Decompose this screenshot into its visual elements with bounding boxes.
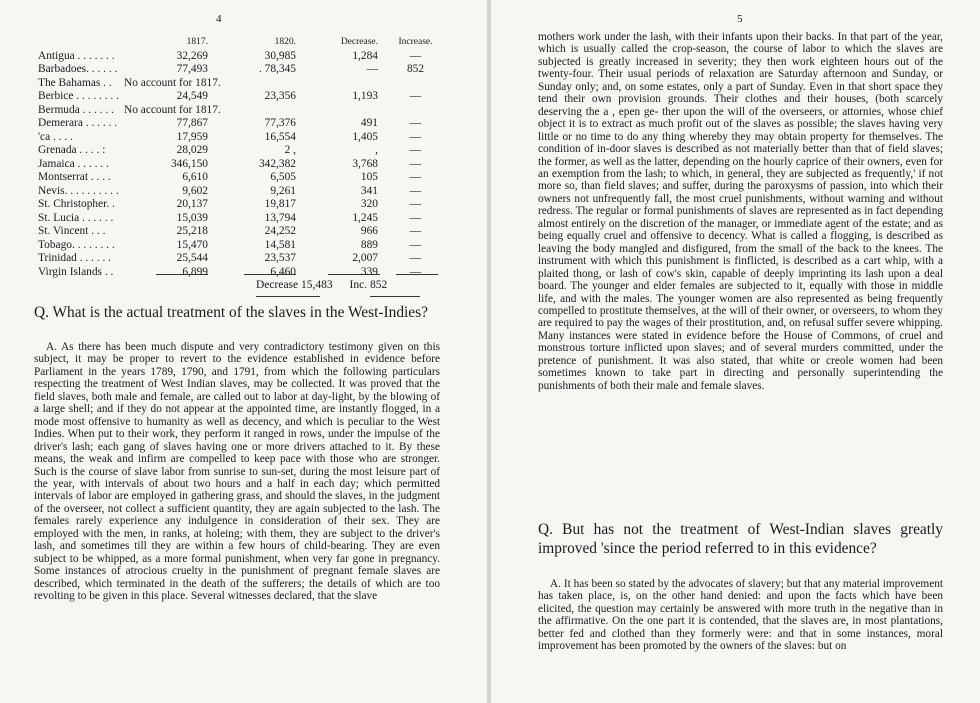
colony-name: Demerara . . . . . . (38, 117, 118, 129)
colony-name: St. Lucia . . . . . . (38, 211, 114, 224)
value-decrease: 1,284 (352, 49, 378, 62)
answer-paragraph: A. It has been so stated by the advocates of slavery; but that any material improvement has taken place, is, on the other hand denied: and upon the facts which have been elicited, the question may certainly be answered with more truth in the negative than in the affirmative. On the one part it is contended, that the slaves are, in most plantations, better fed and clothed than they formerly were: and that in some instances, moral improvement has been promoted by the owners of the slaves: but on (538, 578, 943, 653)
colony-name: Antigua . . . . . . . (38, 49, 115, 62)
value-increase: — (409, 265, 422, 278)
page-number: 5 (737, 13, 743, 25)
value-1820: 6,505 (270, 171, 296, 183)
value-1820: 23,356 (264, 90, 296, 102)
colony-name: St. Vincent . . . (38, 225, 106, 237)
continued-paragraph: mothers work under the lash, with their infants upon their backs. In that part of the year, which is usually called the crop-season, the course of labor to which the slaves are subjected is greatly increased in severity; they then work eighteen hours out of the twenty-four. Their usual periods of relaxation are Saturday afternoon and Sunday, or Sunday only; and, on some estates, only a part of Sunday. Even in that short space they tend their own provision grounds. Their clothes and their houses, (both scarcely deserving the a , epen ge- ther upon the will of the overseers, or attornies, whose chief object it is to extract as much profit out of the slaves as possible; the slaves having very little or no time to do any thing whereby they may obtain property for themselves. The condition of in-door slaves is described as not materially better than that of field slaves; the former, as well as the latter, depending on the hourly caprice of their owners, even for an exemption from the lash; to which, in general, they are subjected as frequently,' if not more so, than field slaves; and suffer, during the paroxysms of passion, into which their owners not unfrequently fall, the most cruel punishments, without warning and without redress. The regular or formal punishments of slaves are represented as in fact depending almost entirely on the discretion of the manager, or immediate agent of the estate; and as being equally cruel and offensive to decency. What is called a flogging, is described as leaving the body mangled and disfigured, from the small of the back to the knees. The instrument with which this punishment is finflicted, is described as a cart whip, with a plaited thong, or lash of cow's skin, capable of deeply imprinting its lash upon a deal board. The younger and elder females are subjected to it, equally with those in middle life, and with the males. The younger women are also represented as being frequently compelled to prostitute themselves, at the will of their owner, or overseers, to whom they are required to pay the wages of their prostitution, and, on refusal suffer severe whipping. Many instances were stated in evidence before the House of Commons, of cruel and monstrous torture inflicted upon slaves; and of several murders committed, under the pretence of punishment. It was also stated, that white or creole women had been sometimes known to take part in directing and personally superintending the punishments of both their male and female slaves. (538, 31, 943, 392)
colony-name: 'ca . . . . (38, 130, 73, 143)
value-1820: 14,581 (264, 238, 296, 251)
value-1820: 342,382 (258, 157, 296, 170)
value-1817: 25,218 (176, 225, 208, 237)
rule-total-decrease (256, 296, 320, 297)
colony-name: Nevis. . . . . . . . . . (38, 184, 119, 197)
value-decrease: 2,007 (352, 252, 378, 264)
value-1817: 15,039 (176, 211, 208, 224)
value-1820: 30,985 (264, 49, 296, 62)
table-totals (256, 279, 401, 291)
value-increase: — (409, 198, 422, 210)
value-decrease: 1,405 (352, 130, 378, 143)
rule-increase (396, 274, 438, 275)
value-increase: — (409, 90, 422, 102)
value-increase: — (409, 225, 422, 237)
colony-name: Grenada . . . . : (38, 144, 106, 156)
value-decrease: — (366, 63, 378, 75)
value-increase: — (409, 130, 422, 143)
value-decrease: 1,245 (352, 211, 378, 224)
value-1820: 19,817 (264, 198, 296, 210)
value-decrease: 320 (360, 198, 378, 210)
value-1817: 17,959 (176, 130, 208, 143)
value-1817: 20,137 (176, 198, 208, 210)
value-1817: 77,867 (176, 117, 208, 129)
colony-name: Montserrat . . . . (38, 171, 111, 183)
table-row (38, 198, 438, 212)
value-decrease: 341 (360, 184, 378, 197)
value-increase: — (409, 184, 422, 197)
value-1817: 6,610 (182, 171, 208, 183)
table-row (38, 225, 438, 239)
value-1820: 16,554 (264, 130, 296, 143)
table-row (38, 144, 438, 158)
value-increase: — (409, 238, 422, 251)
value-1817: 24,549 (176, 90, 208, 102)
table-row (38, 185, 438, 199)
colony-name: The Bahamas . . (38, 76, 112, 89)
value-decrease: 491 (360, 117, 378, 129)
table-row (38, 63, 438, 77)
continued-body (538, 31, 943, 392)
value-decrease: 1,193 (352, 90, 378, 102)
value-decrease: 3,768 (352, 157, 378, 170)
table-row (38, 131, 438, 145)
question-heading: Q. What is the actual treatment of the slaves in the West-Indies? (34, 304, 428, 321)
table-row (38, 266, 438, 280)
no-account-note: No account for 1817. (124, 76, 221, 89)
table-row (38, 158, 438, 172)
answer-paragraph: A. As there has been much dispute and very contradictory testimony given on this subject, it may be proper to revert to the evidence established in evidence before Parliament in the years 1789, 1790, and 1791, from which the following particulars respecting the treatment of West Indian slaves, may be collected. It was proved that the field slaves, both male and female, are called out to labor at day-light, by the blowing of a large shell; and if they do not appear at the appointed time, are instantly flogged, in a mode most offensive to humanity as well as decency, and which is peculiar to the West Indies. When put to their work, they perform it ranged in rows, under the impulse of the driver's lash; each gang of slaves having one or more drivers attached to it. By these means, the weak and infirm are compelled to keep pace with those who are stronger. Such is the course of slave labor from sunrise to sun-set, during the most leisure part of the year, with intervals of about two hours and a half in each day; which permitted intervals of labor are employed in gathering grass, and should the slaves, in the judgment of the overseer, not collect a sufficient quantity, they are again subjected to the lash. The females rarely experience any indulgence in consideration of their sex. They are employed with the men, in ranks, at holeing; with them, they are subject to the driver's lash, and sometimes till they are within a few hours of child-bearing. They are even subject to be whipped, as a more formal punishment, when very far gone in pregnancy. Some instances of atrocious cruelty in the punishment of pregnant female slaves are described, which terminated in the death of the sufferers; the details of which are too revolting to be given in this place. Several witnesses declared, that the slave (34, 341, 440, 603)
total-decrease: Decrease 15,483 (256, 279, 333, 291)
table-row (38, 252, 438, 266)
value-1820: 77,376 (264, 117, 296, 129)
value-1820: 9,261 (270, 184, 296, 197)
value-1817: 15,470 (176, 238, 208, 251)
value-1817: 25,544 (176, 252, 208, 264)
colony-name: Virgin Islands . . (38, 265, 114, 278)
value-1817: 9,602 (182, 184, 208, 197)
right-page (491, 0, 980, 703)
value-1817: 28,029 (176, 144, 208, 156)
table-row (38, 77, 438, 91)
table-row (38, 117, 438, 131)
header-increase: Increase. (398, 37, 433, 47)
value-increase: — (409, 211, 422, 224)
table-row (38, 90, 438, 104)
rule-decrease (328, 274, 380, 275)
colony-name: St. Christopher. . (38, 198, 115, 210)
question-heading: Q. But has not the treatment of West-Indian slaves greatly improved 'since the period referred to in this evidence? (538, 521, 943, 557)
answer-body (538, 578, 943, 653)
value-increase: — (409, 157, 422, 170)
population-table (38, 36, 438, 279)
table-row (38, 239, 438, 253)
rule-total-increase (370, 296, 420, 297)
table-row (38, 50, 438, 64)
header-decrease: Decrease. (340, 37, 378, 47)
table-row (38, 104, 438, 118)
value-decrease: 966 (360, 225, 378, 237)
value-1817: 77,493 (176, 63, 208, 75)
value-1820: . 78,345 (258, 63, 296, 75)
value-decrease: 105 (360, 171, 378, 183)
value-1820: 2 , (284, 144, 296, 156)
table-header (38, 36, 438, 50)
page-number: 4 (216, 13, 222, 25)
value-decrease: 339 (360, 265, 378, 278)
colony-name: Trinidad . . . . . . (38, 252, 111, 264)
header-1820: 1820. (274, 37, 296, 47)
table-body (38, 50, 438, 280)
header-1817: 1817. (186, 37, 208, 47)
colony-name: Jamaica . . . . . . (38, 157, 109, 170)
value-1820: 13,794 (264, 211, 296, 224)
colony-name: Tobago. . . . . . . . (38, 238, 115, 251)
value-increase: 852 (406, 63, 425, 75)
value-1817: 32,269 (176, 49, 208, 62)
value-increase: — (409, 252, 422, 264)
left-page (0, 0, 487, 703)
answer-body (34, 341, 440, 603)
rule-1820 (244, 274, 296, 275)
value-decrease: 889 (360, 238, 378, 251)
value-increase: — (409, 144, 422, 156)
value-decrease: , (375, 144, 378, 156)
total-increase: Inc. 852 (349, 279, 388, 291)
value-increase: — (409, 49, 422, 62)
value-increase: — (409, 117, 422, 129)
colony-name: Berbice . . . . . . . . (38, 90, 119, 102)
value-increase: — (409, 171, 422, 183)
no-account-note: No account for 1817. (124, 103, 221, 116)
value-1820: 23,537 (264, 252, 296, 264)
rule-1817 (156, 274, 208, 275)
value-1820: 24,252 (264, 225, 296, 237)
value-1820: 6,460 (270, 265, 296, 278)
colony-name: Barbadoes. . . . . . (38, 63, 118, 75)
table-row (38, 171, 438, 185)
colony-name: Bermuda . . . . . . (38, 103, 114, 116)
value-1817: 6,899 (182, 265, 208, 278)
value-1817: 346,150 (170, 157, 208, 170)
table-row (38, 212, 438, 226)
